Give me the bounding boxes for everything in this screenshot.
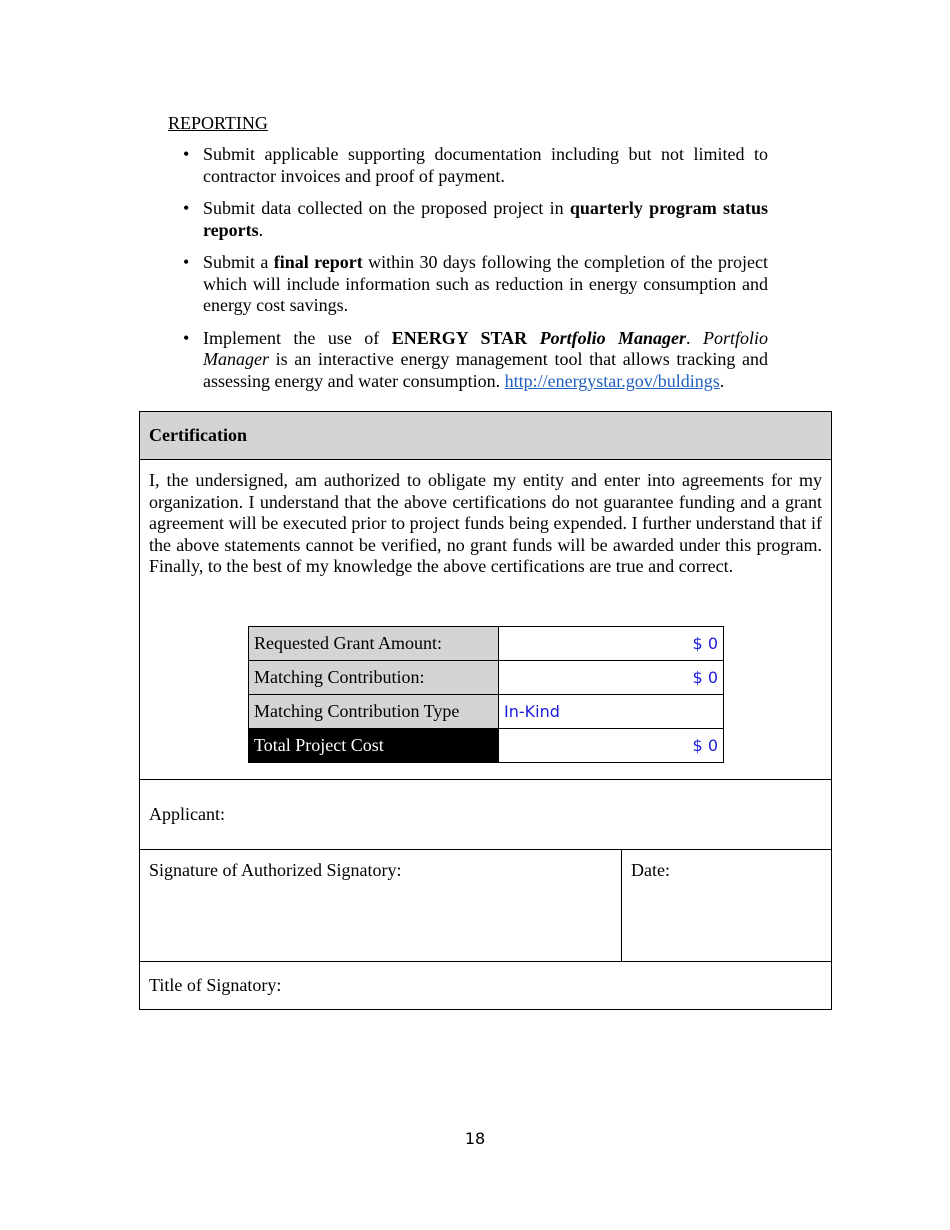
bullet-text: Submit a xyxy=(203,252,274,272)
bullet-text: . xyxy=(719,370,725,391)
reporting-bullet xyxy=(168,252,768,317)
matching-type-field[interactable]: In-Kind xyxy=(499,695,724,729)
signature-row xyxy=(140,850,831,962)
matching-contribution-field[interactable]: $ 0 xyxy=(499,661,724,695)
total-cost-row xyxy=(249,729,724,763)
certification-form xyxy=(139,411,832,1010)
total-cost-field[interactable]: $ 0 xyxy=(499,729,724,763)
bullet-text: Portfolio Manager xyxy=(539,327,687,348)
bullet-text: is an interactive energy management tool that allows tracking and assessing energy and water consumption. xyxy=(203,349,768,391)
bullet-text: Portfolio Manager xyxy=(203,327,768,369)
applicant-field[interactable]: Applicant: xyxy=(140,780,831,850)
reporting-heading: REPORTING xyxy=(168,113,268,133)
page-number: 18 xyxy=(464,1129,486,1148)
bullet-icon: • xyxy=(183,327,190,348)
reporting-bullet xyxy=(168,144,768,187)
signatory-title-field[interactable]: Title of Signatory: xyxy=(149,975,282,995)
bullet-text: Submit data collected on the proposed project in xyxy=(203,198,570,218)
certification-body xyxy=(140,460,831,780)
certification-heading: Certification xyxy=(140,412,831,460)
signature-field[interactable]: Signature of Authorized Signatory: xyxy=(140,850,622,961)
total-cost-label: Total Project Cost xyxy=(249,729,499,763)
grant-amounts-table xyxy=(248,626,724,763)
requested-grant-field[interactable]: $ 0 xyxy=(499,627,724,661)
bullet-text: Submit applicable supporting documentation including but not limited to contractor invoices and proof of payment. xyxy=(203,144,768,186)
bullet-text: quarterly program status reports xyxy=(203,198,768,240)
requested-grant-row xyxy=(249,627,724,661)
bullet-icon: • xyxy=(183,198,190,218)
bullet-text: final report xyxy=(273,252,363,272)
bullet-icon: • xyxy=(183,252,190,272)
reporting-list xyxy=(168,144,768,403)
matching-type-label: Matching Contribution Type xyxy=(249,695,499,729)
reporting-bullet xyxy=(168,198,768,241)
date-field[interactable]: Date: xyxy=(631,860,670,880)
bullet-text: ENERGY STAR xyxy=(391,327,540,348)
certification-statement: I, the undersigned, am authorized to obligate my entity and enter into agreements for my organization. I understand that the above certifications do not guarantee funding and a grant agreement will be executed prior to project funds being expended. I further understand that if the above statements cannot be verified, no grant funds will be awarded under this program. Finally, to the best of my knowledge the above certifications are true and correct. xyxy=(149,470,822,577)
energystar-link[interactable]: http://energystar.gov/buldings xyxy=(504,370,720,391)
bullet-text: . xyxy=(686,327,703,348)
reporting-bullet xyxy=(168,328,768,393)
bullet-text: Implement the use of xyxy=(203,327,392,348)
bullet-text: . xyxy=(258,219,264,240)
matching-type-row xyxy=(249,695,724,729)
matching-contribution-row xyxy=(249,661,724,695)
requested-grant-label: Requested Grant Amount: xyxy=(249,627,499,661)
matching-contribution-label: Matching Contribution: xyxy=(249,661,499,695)
bullet-text: within 30 days following the completion of the project which will include information such as reduction in energy consumption and energy cost savings. xyxy=(203,252,768,315)
bullet-icon: • xyxy=(183,144,190,164)
